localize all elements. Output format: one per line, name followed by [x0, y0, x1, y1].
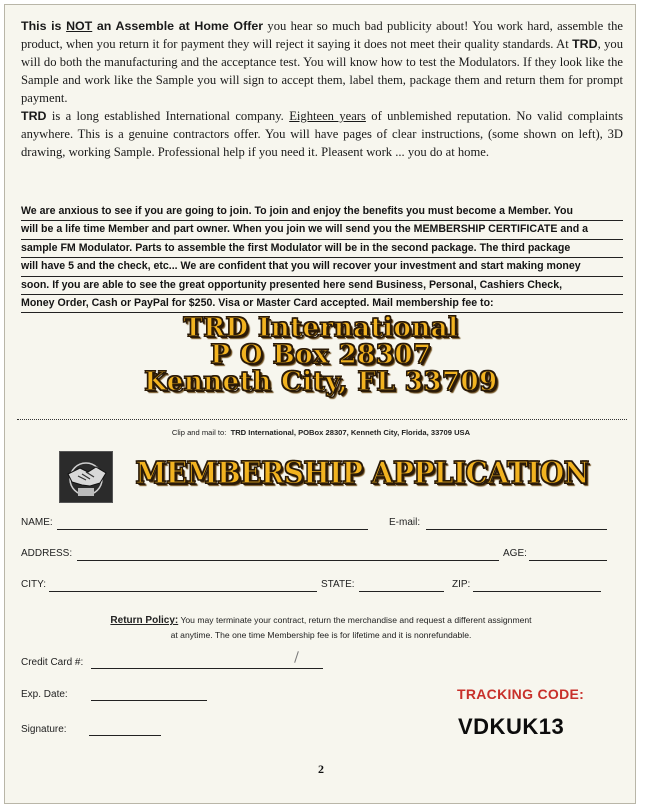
document-page [4, 4, 636, 804]
email-field[interactable] [426, 529, 607, 530]
membership-application-title: MEMBERSHIP APPLICATION [135, 456, 589, 491]
offer-line: will have 5 and the check, etc... We are confident that you will recover your investment and start making money [21, 258, 623, 276]
signature-field[interactable] [89, 735, 161, 736]
return-policy: Return Policy: You may terminate your contract, return the merchandise and request a different assignment at anytime. The one time Membership fee is for lifetime and it is nonrefundable. [110, 615, 532, 640]
exp-date-field[interactable] [91, 700, 207, 701]
address-field[interactable] [77, 560, 499, 561]
intro-paragraph-2: TRD is a long established International company. Eighteen years of unblemished reputation. No valid complaints anywhere. This is a genuine contractors offer. You will have pages of clear instructions, (some shown on left), 3D drawing, working Sample. Professional help if you need it. Pleasent work ... you do at home. [21, 109, 623, 159]
credit-card-field[interactable] [91, 668, 323, 669]
intro-text [21, 17, 623, 161]
handshake-logo-icon [59, 451, 113, 503]
state-field[interactable] [359, 591, 444, 592]
offer-line: Money Order, Cash or PayPal for $250. Visa or Master Card accepted. Mail membership fee to: [21, 295, 623, 313]
age-field[interactable] [529, 560, 607, 561]
offer-line: We are anxious to see if you are going to join. To join and enjoy the benefits you must become a Member. You [21, 203, 623, 221]
offer-line: soon. If you are able to see the great opportunity presented here send Business, Personal, Cashiers Check, [21, 277, 623, 295]
email-label: E-mail: [389, 517, 421, 528]
exp-date-label: Exp. Date: [21, 689, 68, 700]
pen-mark [294, 651, 299, 663]
credit-card-label: Credit Card #: [21, 657, 84, 668]
address-line-3: Kenneth City, FL 33709 [144, 367, 498, 397]
tracking-code-label: TRACKING CODE: [457, 686, 585, 702]
not-emphasis: NOT [66, 19, 93, 33]
clip-instruction: Clip and mail to: TRD International, POBox 28307, Kenneth City, Florida, 33709 USA [171, 428, 471, 437]
offer-line: will be a life time Member and part owner. When you join we will send you the MEMBERSHIP CERTIFICATE and a [21, 221, 623, 239]
address-label: ADDRESS: [21, 548, 73, 559]
address-line-1: TRD International [183, 313, 459, 343]
return-policy-title: Return Policy: [110, 615, 179, 626]
intro-paragraph-1: This is NOT an Assemble at Home Offer you hear so much bad publicity about! You work hard, assemble the product, when you return it for payment they will reject it saying it does not meet their quality standards. At TRD, you will do both the manufacturing and the acceptance test. You will know how to test the Modulators. If they look like the Sample and work like the Sample you will sign to accept them, label them, package them and return them for prompt payment. [21, 19, 624, 105]
eighteen-years: Eighteen years [289, 109, 366, 123]
zip-label: ZIP: [452, 579, 471, 590]
page-number: 2 [318, 762, 324, 776]
signature-label: Signature: [21, 724, 67, 735]
age-label: AGE: [503, 548, 527, 559]
offer-text [21, 203, 623, 313]
name-field[interactable] [57, 529, 368, 530]
mailing-address-banner [5, 315, 637, 396]
city-field[interactable] [49, 591, 317, 592]
offer-line: sample FM Modulator. Parts to assemble the first Modulator will be in the second package. The third package [21, 240, 623, 258]
address-line-2: P O Box 28307 [210, 340, 432, 370]
city-label: CITY: [21, 579, 47, 590]
zip-field[interactable] [473, 591, 601, 592]
state-label: STATE: [321, 579, 355, 590]
name-label: NAME: [21, 517, 53, 528]
clip-dotted-line [17, 419, 627, 420]
tracking-code-value: VDKUK13 [458, 714, 565, 739]
